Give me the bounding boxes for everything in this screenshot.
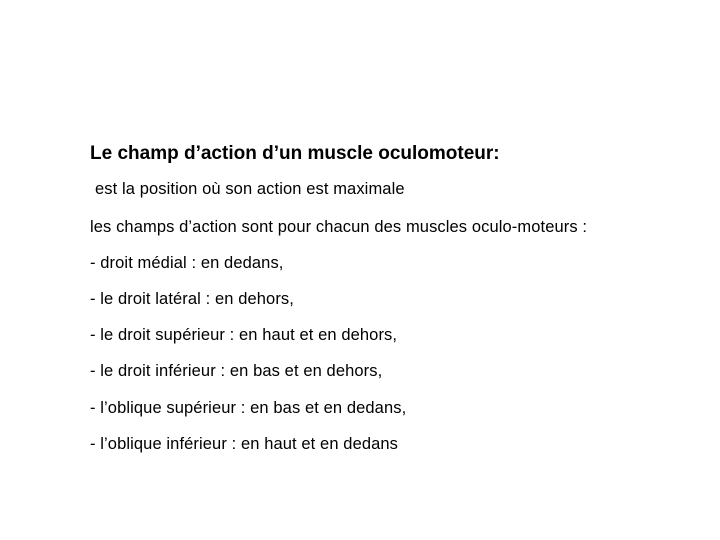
slide-title: Le champ d’action d’un muscle oculomoteur:: [90, 143, 500, 164]
list-item-droit-inferieur: - le droit inférieur : en bas et en dehors,: [90, 362, 383, 380]
definition-line: est la position où son action est maximale: [95, 180, 405, 198]
list-item-droit-medial: - droit médial : en dedans,: [90, 254, 284, 272]
intro-line: les champs d’action sont pour chacun des muscles oculo-moteurs :: [90, 218, 588, 236]
list-item-oblique-inferieur: - l’oblique inférieur : en haut et en dedans: [90, 435, 399, 453]
list-item-droit-lateral: - le droit latéral : en dehors,: [90, 290, 294, 308]
list-item-oblique-superieur: - l’oblique supérieur : en bas et en dedans,: [90, 399, 407, 417]
list-item-droit-superieur: - le droit supérieur : en haut et en dehors,: [90, 326, 398, 344]
